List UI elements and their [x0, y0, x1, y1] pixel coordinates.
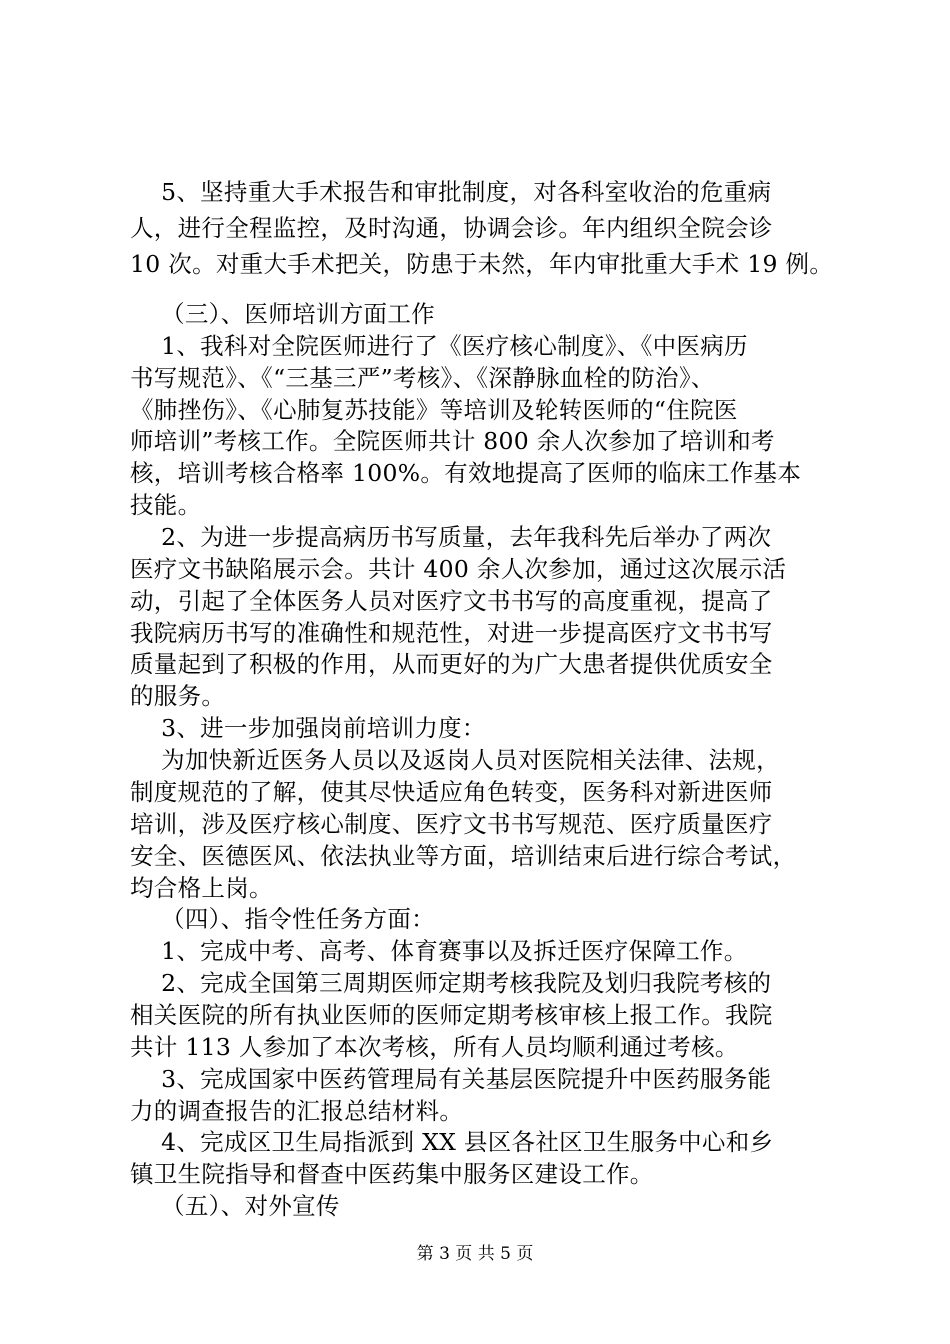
text-line: 人，进行全程监控，及时沟通，协调会诊。年内组织全院会诊 — [130, 214, 773, 242]
text-line: 书写规范》、《“三基三严”考核》、《深静脉血栓的防治》、 — [130, 363, 715, 392]
text-line: 1、完成中考、高考、体育赛事以及拆迁医疗保障工作。 — [130, 937, 748, 966]
text-line: 相关医院的所有执业医师的医师定期考核审核上报工作。我院 — [130, 1000, 773, 1029]
text-line: 培训，涉及医疗核心制度、医疗文书书写规范、医疗质量医疗 — [130, 809, 773, 838]
text-line: 我院病历书写的准确性和规范性，对进一步提高医疗文书书写 — [130, 618, 773, 647]
section-heading: （四）、指令性任务方面： — [130, 905, 435, 934]
text-line: 医疗文书缺陷展示会。共计 400 余人次参加，通过这次展示活 — [130, 554, 787, 583]
text-line: 5、坚持重大手术报告和审批制度，对各科室收治的危重病 — [130, 178, 772, 206]
page-number-footer: 第 3 页 共 5 页 — [416, 1244, 534, 1264]
section-heading: （三）、医师培训方面工作 — [130, 300, 435, 328]
text-line: 动，引起了全体医务人员对医疗文书书写的高度重视，提高了 — [130, 586, 773, 615]
text-line: 2、为进一步提高病历书写质量，去年我科先后举办了两次 — [130, 523, 772, 552]
text-line: 镇卫生院指导和督查中医药集中服务区建设工作。 — [130, 1160, 654, 1189]
text-line: 3、完成国家中医药管理局有关基层医院提升中医药服务能 — [130, 1064, 772, 1093]
text-line: 3、进一步加强岗前培训力度： — [130, 714, 486, 743]
text-line: 均合格上岗。 — [130, 873, 273, 902]
text-line: 师培训”考核工作。全院医师共计 800 余人次参加了培训和考 — [130, 427, 775, 456]
text-line: 《肺挫伤》、《心肺复苏技能》等培训及轮转医师的“住院医 — [130, 395, 738, 424]
section-heading: （五）、对外宣传 — [130, 1192, 340, 1221]
text-line: 4、完成区卫生局指派到 XX 县区各社区卫生服务中心和乡 — [130, 1128, 774, 1157]
text-line: 核，培训考核合格率 100%。有效地提高了医师的临床工作基本 — [130, 459, 802, 488]
text-line: 的服务。 — [130, 682, 226, 711]
text-line: 力的调查报告的汇报总结材料。 — [130, 1096, 464, 1125]
text-line: 10 次。对重大手术把关，防患于未然，年内审批重大手术 19 例。 — [130, 250, 834, 278]
text-line: 1、我科对全院医师进行了《医疗核心制度》、《中医病历 — [130, 331, 748, 360]
text-line: 技能。 — [130, 491, 202, 520]
text-line: 安全、医德医风、依法执业等方面，培训结束后进行综合考试， — [130, 841, 797, 870]
text-line: 制度规范的了解，使其尽快适应角色转变，医务科对新进医师 — [130, 777, 773, 806]
text-line: 2、完成全国第三周期医师定期考核我院及划归我院考核的 — [130, 969, 772, 998]
text-line: 质量起到了积极的作用，从而更好的为广大患者提供优质安全 — [130, 650, 773, 679]
text-line: 为加快新近医务人员以及返岗人员对医院相关法律、法规， — [130, 746, 780, 775]
text-line: 共计 113 人参加了本次考核，所有人员均顺利通过考核。 — [130, 1032, 739, 1061]
